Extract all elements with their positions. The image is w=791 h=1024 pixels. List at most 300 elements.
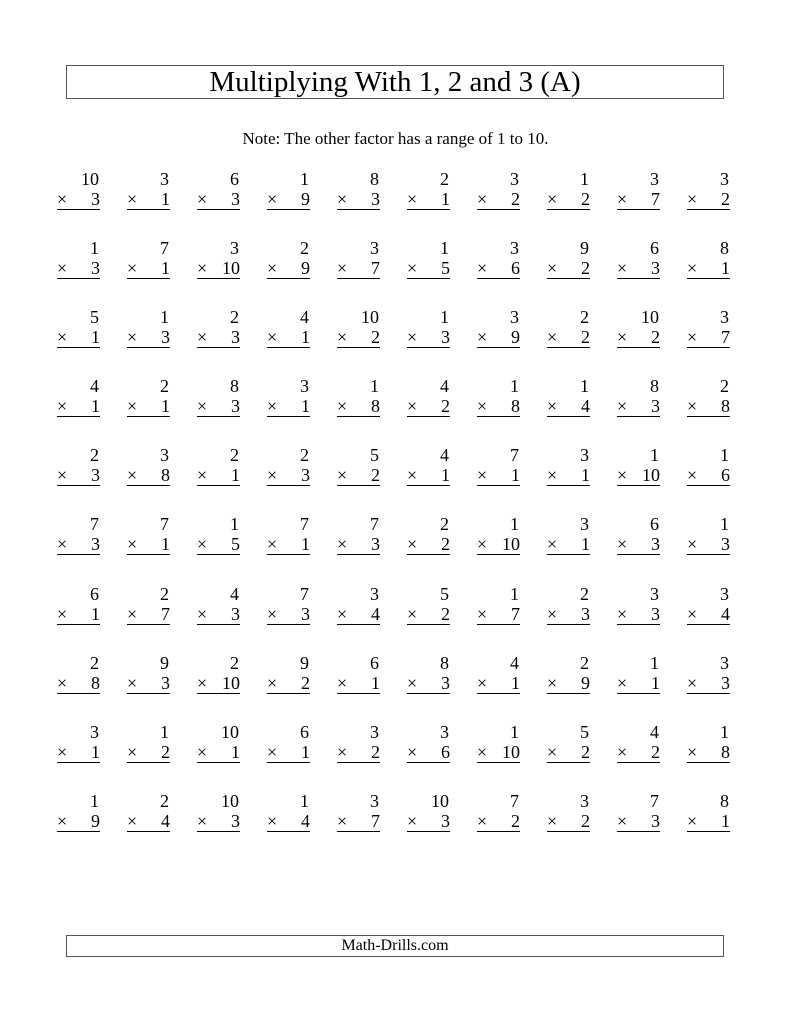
multiplication-problem: [331, 373, 401, 442]
top-factor: 10: [221, 790, 239, 811]
bottom-factor-line: [57, 258, 100, 279]
top-factor: 3: [370, 790, 379, 811]
multiplication-problem: [541, 304, 611, 373]
bottom-factor-line: [267, 258, 310, 279]
times-sign: ×: [407, 465, 418, 486]
bottom-factor-line: [477, 327, 520, 348]
top-factor: 1: [440, 238, 449, 259]
problem-grid: [51, 166, 751, 857]
top-factor: 7: [300, 583, 309, 604]
bottom-factor-line: [197, 396, 240, 417]
bottom-factor-line: [57, 327, 100, 348]
bottom-factor: 8: [721, 396, 730, 417]
bottom-factor: 8: [91, 672, 100, 693]
multiplication-problem: [51, 304, 121, 373]
multiplication-problem: [541, 442, 611, 511]
bottom-factor: 1: [161, 396, 170, 417]
top-factor: 3: [160, 169, 169, 189]
bottom-factor-line: [617, 327, 660, 348]
multiplication-problem: [191, 373, 261, 442]
bottom-factor: 10: [502, 741, 520, 762]
top-factor: 3: [90, 721, 99, 742]
times-sign: ×: [407, 396, 418, 417]
times-sign: ×: [617, 258, 628, 279]
bottom-factor-line: [337, 327, 380, 348]
bottom-factor-line: [127, 811, 170, 832]
bottom-factor: 3: [651, 603, 660, 624]
bottom-factor-line: [407, 189, 450, 210]
bottom-factor: 7: [721, 327, 730, 348]
bottom-factor: 1: [511, 465, 520, 486]
bottom-factor: 2: [371, 465, 380, 486]
bottom-factor-line: [337, 604, 380, 625]
multiplication-problem: [51, 650, 121, 719]
multiplication-problem: [611, 788, 681, 857]
bottom-factor: 3: [91, 534, 100, 555]
top-factor: 1: [510, 583, 519, 604]
worksheet-title: Multiplying With 1, 2 and 3 (A): [66, 65, 724, 99]
top-factor: 2: [230, 652, 239, 673]
bottom-factor: 2: [441, 396, 450, 417]
times-sign: ×: [617, 672, 628, 693]
bottom-factor-line: [407, 604, 450, 625]
bottom-factor: 8: [371, 396, 380, 417]
multiplication-problem: [261, 719, 331, 788]
bottom-factor: 2: [581, 327, 590, 348]
top-factor: 1: [510, 721, 519, 742]
times-sign: ×: [547, 810, 558, 831]
times-sign: ×: [617, 741, 628, 762]
top-factor: 2: [580, 583, 589, 604]
multiplication-problem: [541, 788, 611, 857]
multiplication-problem: [261, 304, 331, 373]
times-sign: ×: [477, 396, 488, 417]
multiplication-problem: [191, 581, 261, 650]
problem-row: [51, 511, 751, 580]
bottom-factor-line: [337, 742, 380, 763]
bottom-factor-line: [687, 189, 730, 210]
times-sign: ×: [267, 327, 278, 348]
top-factor: 9: [160, 652, 169, 673]
bottom-factor-line: [197, 534, 240, 555]
bottom-factor: 7: [371, 810, 380, 831]
top-factor: 2: [90, 652, 99, 673]
multiplication-problem: [471, 650, 541, 719]
top-factor: 10: [221, 721, 239, 742]
times-sign: ×: [197, 396, 208, 417]
multiplication-problem: [611, 650, 681, 719]
multiplication-problem: [611, 719, 681, 788]
multiplication-problem: [681, 650, 751, 719]
bottom-factor-line: [197, 258, 240, 279]
bottom-factor-line: [267, 673, 310, 694]
multiplication-problem: [471, 166, 541, 235]
bottom-factor: 9: [511, 327, 520, 348]
top-factor: 6: [300, 721, 309, 742]
top-factor: 3: [370, 238, 379, 259]
times-sign: ×: [617, 603, 628, 624]
bottom-factor: 3: [581, 603, 590, 624]
bottom-factor-line: [127, 189, 170, 210]
bottom-factor-line: [127, 673, 170, 694]
bottom-factor: 3: [231, 810, 240, 831]
top-factor: 2: [160, 376, 169, 397]
multiplication-problem: [191, 166, 261, 235]
bottom-factor-line: [57, 811, 100, 832]
multiplication-problem: [541, 235, 611, 304]
bottom-factor: 5: [441, 258, 450, 279]
multiplication-problem: [471, 235, 541, 304]
bottom-factor-line: [687, 396, 730, 417]
times-sign: ×: [407, 534, 418, 555]
times-sign: ×: [477, 189, 488, 209]
top-factor: 4: [650, 721, 659, 742]
top-factor: 2: [160, 790, 169, 811]
top-factor: 7: [300, 514, 309, 535]
top-factor: 10: [431, 790, 449, 811]
times-sign: ×: [547, 258, 558, 279]
top-factor: 2: [300, 445, 309, 466]
multiplication-problem: [401, 650, 471, 719]
multiplication-problem: [401, 719, 471, 788]
footer-site-name: Math-Drills.com: [66, 935, 724, 957]
bottom-factor-line: [127, 258, 170, 279]
bottom-factor-line: [127, 742, 170, 763]
multiplication-problem: [471, 511, 541, 580]
bottom-factor-line: [477, 396, 520, 417]
times-sign: ×: [267, 189, 278, 209]
multiplication-problem: [51, 373, 121, 442]
bottom-factor: 2: [651, 327, 660, 348]
multiplication-problem: [191, 650, 261, 719]
bottom-factor: 1: [161, 534, 170, 555]
bottom-factor-line: [407, 327, 450, 348]
top-factor: 1: [720, 445, 729, 466]
bottom-factor: 3: [651, 258, 660, 279]
multiplication-problem: [541, 719, 611, 788]
bottom-factor-line: [407, 673, 450, 694]
multiplication-problem: [611, 511, 681, 580]
times-sign: ×: [57, 258, 68, 279]
times-sign: ×: [197, 603, 208, 624]
bottom-factor: 3: [441, 810, 450, 831]
times-sign: ×: [687, 603, 698, 624]
bottom-factor: 1: [511, 672, 520, 693]
times-sign: ×: [337, 189, 348, 209]
bottom-factor: 3: [651, 396, 660, 417]
bottom-factor: 8: [721, 741, 730, 762]
times-sign: ×: [197, 810, 208, 831]
times-sign: ×: [57, 189, 68, 209]
times-sign: ×: [57, 396, 68, 417]
multiplication-problem: [191, 304, 261, 373]
bottom-factor-line: [547, 396, 590, 417]
multiplication-problem: [331, 788, 401, 857]
times-sign: ×: [57, 534, 68, 555]
times-sign: ×: [337, 672, 348, 693]
bottom-factor: 3: [441, 327, 450, 348]
top-factor: 4: [510, 652, 519, 673]
times-sign: ×: [197, 258, 208, 279]
bottom-factor: 1: [441, 465, 450, 486]
bottom-factor: 1: [721, 258, 730, 279]
top-factor: 3: [720, 307, 729, 328]
times-sign: ×: [617, 396, 628, 417]
bottom-factor-line: [477, 258, 520, 279]
top-factor: 3: [510, 238, 519, 259]
times-sign: ×: [407, 603, 418, 624]
times-sign: ×: [197, 672, 208, 693]
bottom-factor-line: [687, 258, 730, 279]
bottom-factor: 2: [651, 741, 660, 762]
times-sign: ×: [547, 396, 558, 417]
multiplication-problem: [541, 166, 611, 235]
multiplication-problem: [681, 511, 751, 580]
top-factor: 10: [361, 307, 379, 328]
times-sign: ×: [57, 672, 68, 693]
bottom-factor: 5: [231, 534, 240, 555]
top-factor: 1: [720, 514, 729, 535]
multiplication-problem: [331, 304, 401, 373]
times-sign: ×: [57, 810, 68, 831]
times-sign: ×: [617, 327, 628, 348]
bottom-factor: 4: [581, 396, 590, 417]
times-sign: ×: [267, 258, 278, 279]
times-sign: ×: [57, 465, 68, 486]
bottom-factor: 7: [371, 258, 380, 279]
bottom-factor-line: [197, 811, 240, 832]
bottom-factor-line: [617, 189, 660, 210]
bottom-factor: 1: [301, 327, 310, 348]
top-factor: 4: [230, 583, 239, 604]
top-factor: 2: [300, 238, 309, 259]
times-sign: ×: [197, 189, 208, 209]
bottom-factor-line: [337, 465, 380, 486]
problem-row: [51, 442, 751, 511]
times-sign: ×: [267, 534, 278, 555]
top-factor: 5: [580, 721, 589, 742]
bottom-factor-line: [197, 189, 240, 210]
bottom-factor: 3: [651, 810, 660, 831]
top-factor: 3: [650, 583, 659, 604]
bottom-factor: 1: [231, 741, 240, 762]
bottom-factor: 3: [91, 258, 100, 279]
multiplication-problem: [331, 650, 401, 719]
problem-row: [51, 581, 751, 650]
times-sign: ×: [57, 603, 68, 624]
multiplication-problem: [331, 719, 401, 788]
multiplication-problem: [261, 650, 331, 719]
bottom-factor-line: [547, 811, 590, 832]
bottom-factor-line: [407, 465, 450, 486]
top-factor: 2: [580, 652, 589, 673]
multiplication-problem: [261, 166, 331, 235]
bottom-factor-line: [477, 534, 520, 555]
times-sign: ×: [127, 810, 138, 831]
multiplication-problem: [121, 304, 191, 373]
bottom-factor: 3: [301, 603, 310, 624]
bottom-factor-line: [617, 604, 660, 625]
top-factor: 8: [650, 376, 659, 397]
times-sign: ×: [337, 603, 348, 624]
bottom-factor: 10: [222, 672, 240, 693]
multiplication-problem: [681, 373, 751, 442]
multiplication-problem: [681, 304, 751, 373]
bottom-factor: 4: [161, 810, 170, 831]
bottom-factor: 3: [231, 327, 240, 348]
top-factor: 3: [300, 376, 309, 397]
top-factor: 7: [510, 790, 519, 811]
bottom-factor-line: [337, 258, 380, 279]
times-sign: ×: [547, 672, 558, 693]
bottom-factor: 2: [161, 741, 170, 762]
multiplication-problem: [191, 719, 261, 788]
bottom-factor-line: [407, 742, 450, 763]
multiplication-problem: [681, 788, 751, 857]
bottom-factor: 2: [371, 327, 380, 348]
top-factor: 7: [370, 514, 379, 535]
bottom-factor-line: [57, 604, 100, 625]
bottom-factor-line: [197, 327, 240, 348]
times-sign: ×: [127, 534, 138, 555]
times-sign: ×: [477, 534, 488, 555]
multiplication-problem: [401, 442, 471, 511]
multiplication-problem: [611, 581, 681, 650]
problem-row: [51, 650, 751, 719]
multiplication-problem: [681, 442, 751, 511]
bottom-factor-line: [477, 604, 520, 625]
top-factor: 3: [720, 583, 729, 604]
top-factor: 2: [580, 307, 589, 328]
bottom-factor: 2: [581, 258, 590, 279]
top-factor: 8: [440, 652, 449, 673]
times-sign: ×: [337, 534, 348, 555]
times-sign: ×: [407, 258, 418, 279]
multiplication-problem: [121, 235, 191, 304]
bottom-factor: 1: [441, 189, 450, 209]
multiplication-problem: [51, 166, 121, 235]
bottom-factor: 1: [581, 534, 590, 555]
top-factor: 3: [370, 583, 379, 604]
times-sign: ×: [127, 327, 138, 348]
bottom-factor: 1: [91, 327, 100, 348]
top-factor: 3: [580, 790, 589, 811]
bottom-factor-line: [547, 327, 590, 348]
top-factor: 2: [440, 169, 449, 189]
times-sign: ×: [267, 465, 278, 486]
top-factor: 3: [160, 445, 169, 466]
multiplication-problem: [401, 304, 471, 373]
bottom-factor: 1: [301, 534, 310, 555]
multiplication-problem: [541, 511, 611, 580]
bottom-factor-line: [127, 604, 170, 625]
multiplication-problem: [611, 442, 681, 511]
problem-row: [51, 788, 751, 857]
multiplication-problem: [331, 581, 401, 650]
times-sign: ×: [337, 258, 348, 279]
bottom-factor: 3: [91, 465, 100, 486]
bottom-factor-line: [617, 742, 660, 763]
top-factor: 3: [440, 721, 449, 742]
times-sign: ×: [127, 465, 138, 486]
bottom-factor-line: [337, 534, 380, 555]
multiplication-problem: [121, 373, 191, 442]
bottom-factor: 6: [721, 465, 730, 486]
bottom-factor: 3: [441, 672, 450, 693]
top-factor: 1: [230, 514, 239, 535]
top-factor: 6: [90, 583, 99, 604]
bottom-factor-line: [617, 811, 660, 832]
bottom-factor-line: [477, 811, 520, 832]
multiplication-problem: [51, 581, 121, 650]
times-sign: ×: [127, 189, 138, 209]
bottom-factor-line: [267, 811, 310, 832]
multiplication-problem: [681, 719, 751, 788]
multiplication-problem: [471, 719, 541, 788]
top-factor: 7: [160, 238, 169, 259]
times-sign: ×: [687, 741, 698, 762]
multiplication-problem: [51, 235, 121, 304]
bottom-factor: 3: [651, 534, 660, 555]
multiplication-problem: [51, 719, 121, 788]
top-factor: 10: [641, 307, 659, 328]
top-factor: 3: [510, 169, 519, 189]
bottom-factor: 7: [161, 603, 170, 624]
bottom-factor-line: [267, 604, 310, 625]
top-factor: 3: [580, 445, 589, 466]
multiplication-problem: [191, 235, 261, 304]
times-sign: ×: [127, 603, 138, 624]
bottom-factor-line: [547, 534, 590, 555]
times-sign: ×: [407, 741, 418, 762]
bottom-factor: 2: [511, 810, 520, 831]
top-factor: 4: [300, 307, 309, 328]
top-factor: 1: [510, 376, 519, 397]
multiplication-problem: [401, 581, 471, 650]
times-sign: ×: [547, 327, 558, 348]
top-factor: 3: [230, 238, 239, 259]
bottom-factor: 2: [511, 189, 520, 209]
bottom-factor-line: [477, 673, 520, 694]
multiplication-problem: [611, 304, 681, 373]
multiplication-problem: [261, 442, 331, 511]
bottom-factor: 4: [371, 603, 380, 624]
bottom-factor-line: [687, 742, 730, 763]
times-sign: ×: [127, 258, 138, 279]
bottom-factor-line: [547, 742, 590, 763]
bottom-factor: 3: [721, 534, 730, 555]
bottom-factor: 8: [161, 465, 170, 486]
top-factor: 1: [90, 790, 99, 811]
top-factor: 2: [230, 445, 239, 466]
multiplication-problem: [471, 442, 541, 511]
times-sign: ×: [197, 327, 208, 348]
bottom-factor: 1: [581, 465, 590, 486]
multiplication-problem: [121, 166, 191, 235]
multiplication-problem: [121, 650, 191, 719]
bottom-factor-line: [127, 465, 170, 486]
multiplication-problem: [261, 511, 331, 580]
times-sign: ×: [477, 327, 488, 348]
bottom-factor-line: [617, 396, 660, 417]
bottom-factor-line: [57, 534, 100, 555]
bottom-factor-line: [127, 534, 170, 555]
top-factor: 8: [720, 238, 729, 259]
multiplication-problem: [611, 235, 681, 304]
bottom-factor-line: [547, 465, 590, 486]
bottom-factor: 10: [222, 258, 240, 279]
bottom-factor: 3: [231, 189, 240, 209]
